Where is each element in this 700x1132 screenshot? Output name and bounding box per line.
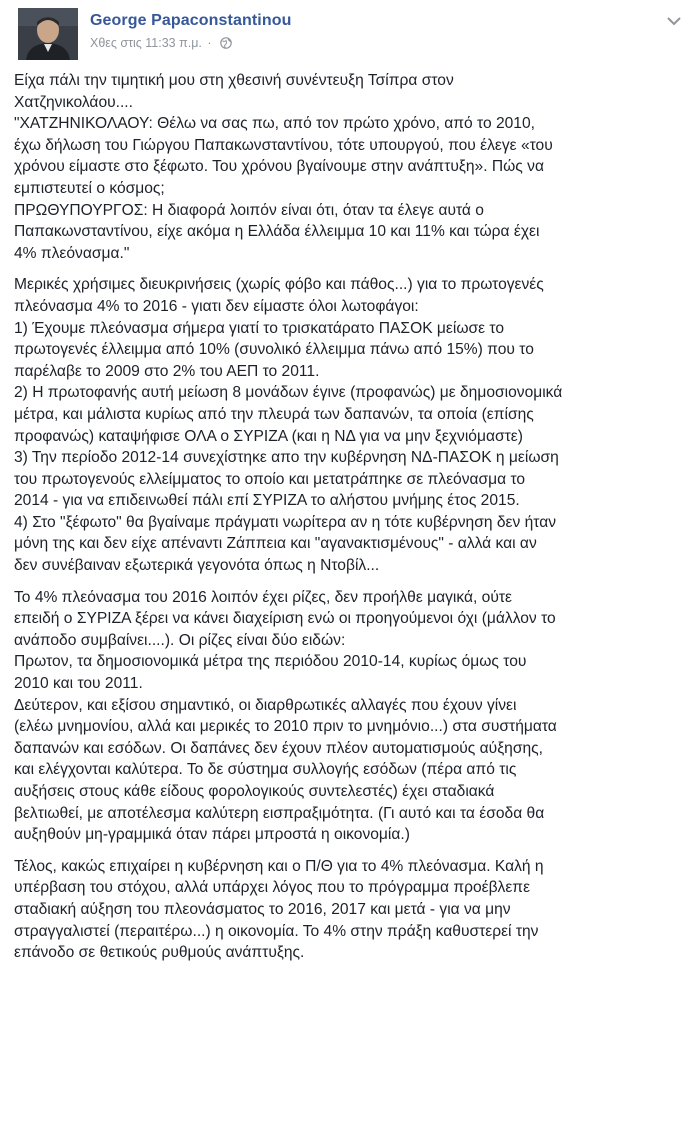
post-text-line: του πρωτογενούς ελλείμματος το οποίο και μετατράπηκε σε πλεόνασμα το [14, 470, 526, 488]
post-text-line: επάνοδο σε θετικούς ρυθμούς ανάπτυξης. [14, 944, 305, 962]
post-text-line: εμπιστευτεί ο κόσμος; [14, 179, 165, 197]
post-text-line: Είχα πάλι την τιμητική μου στη χθεσινή συνέντευξη Τσίπρα στον [14, 72, 454, 89]
post-text-line: 3) Την περίοδο 2012-14 συνεχίστηκε απο την κυβέρνηση ΝΔ-ΠΑΣΟΚ η μείωση [14, 449, 559, 467]
post-text-line: υπέρβαση του στόχου, αλλά υπάρχει λόγος που το πρόγραμμα προέβλεπε [14, 879, 531, 897]
post-text-line: Μερικές χρήσιμες διευκρινήσεις (χωρίς φόβο και πάθος...) για το πρωτογενές [14, 276, 544, 294]
post-text-line: 4% πλεόνασμα." [14, 244, 130, 262]
post-text-line: Τέλος, κακώς επιχαίρει η κυβέρνηση και ο Π/Θ για το 4% πλεόνασμα. Καλή η [14, 857, 544, 875]
post-text-line: ΠΡΩΘΥΠΟΥΡΓΟΣ: Η διαφορά λοιπόν είναι ότι, όταν τα έλεγε αυτά ο [14, 201, 484, 219]
post-text-line: βελτιωθεί, με αποτέλεσμα καλύτερη εισπραξιμότητα. (Γι αυτό και τα έσοδα θα [14, 804, 545, 822]
post-body [14, 70, 690, 974]
post-paragraph [14, 70, 690, 264]
post-text-line: αυξηθούν μη-γραμμικά όταν πάρει μπροστά η οικονομία.) [14, 826, 410, 844]
post-text-line: στραγγαλιστεί (περαιτέρω...) η οικονομία. Το 4% στην πράξη καθυστερεί την [14, 922, 539, 940]
post-paragraph [14, 274, 690, 576]
post-text-line: μόνη της και δεν είχε απέναντι Ζάππεια και "αγανακτισμένους" - αλλά και αν [14, 535, 537, 553]
post-text-line: Πρωτον, τα δημοσιονομικά μέτρα της περιόδου 2010-14, κυρίως όμως του [14, 653, 527, 671]
post-text-line: 4) Στο "ξέφωτο" θα βγαίναμε πράγματι νωρίτερα αν η τότε κυβέρνηση δεν ήταν [14, 513, 557, 531]
post-text-line: δαπανών και εσόδων. Οι δαπάνες δεν έχουν πλέον αυτοματισμούς αύξησης, [14, 739, 543, 757]
post-text-line: 2014 - για να επιδεινωθεί πάλι επί ΣΥΡΙΖΑ το αλήστου μνήμης έτος 2015. [14, 492, 520, 510]
post-header [18, 8, 682, 60]
post-text-line: και ελέγχονται καλύτερα. Το δε σύστημα συλλογής εσόδων (πέρα από τις [14, 761, 517, 779]
post-text-line: αυξήσεις στους κάθε είδους φορολογικούς συντελεστές) έχει σταδιακά [14, 783, 495, 800]
post-text-line: Δεύτερον, και εξίσου σημαντικό, οι διαρθρωτικές αλλαγές που έχουν γίνει [14, 696, 517, 714]
post-text-line: πρωτογενές έλλειμμα από 10% (συνολικό έλλειμμα πάνω από 15%) που το [14, 341, 534, 359]
post-text-line: μέτρα, και μάλιστα κυρίως από την πλευρά των δαπανών, τα οποία (επίσης [14, 405, 534, 423]
chevron-down-icon[interactable] [666, 14, 682, 26]
post-text-line: "ΧΑΤΖΗΝΙΚΟΛΑΟΥ: Θέλω να σας πω, από τον πρώτο χρόνο, από το 2010, [14, 115, 535, 133]
post-text-line: χρόνου είμαστε στο ξέφωτο. Του χρόνου βγαίνουμε στην ανάπτυξη». Πώς να [14, 158, 544, 176]
post-text-line: δεν συνέβαιναν εξωτερικά γεγονότα όπως η Ντοβίλ... [14, 557, 380, 575]
author-avatar[interactable] [18, 8, 78, 60]
author-name[interactable]: George Papaconstantinou [90, 12, 292, 29]
meta-separator: · [207, 36, 212, 50]
post-timestamp[interactable]: Χθες στις 11:33 π.μ. [90, 36, 202, 50]
post-text-line: (ελέω μνημονίου, αλλά και μερικές το 2010 πριν το μνημόνιο...) στα συστήματα [14, 718, 557, 736]
post-text-line: Χατζηνικολάου.... [14, 93, 133, 111]
post-text-line: πλεόνασμα 4% το 2016 - γιατι δεν είμαστε όλοι λωτοφάγοι: [14, 297, 419, 315]
post-meta [90, 36, 232, 52]
post-text-line: προφανώς) καταψήφισε ΟΛΑ ο ΣΥΡΙΖΑ (και η ΝΔ για να μην ξεχνιόμαστε) [14, 427, 523, 445]
post-text-line: επειδή ο ΣΥΡΙΖΑ ξέρει να κάνει διαχείριση ενώ οι προηγούμενοι όχι (μάλλον το [14, 610, 556, 628]
post-text-line: ανάποδο συμβαίνει....). Οι ρίζες είναι δύο ειδών: [14, 631, 346, 649]
post-text-line: 1) Έχουμε πλεόνασμα σήμερα γιατί το τρισκατάρατο ΠΑΣΟΚ μείωσε το [14, 319, 505, 337]
post-text-line: Το 4% πλεόνασμα του 2016 λοιπόν έχει ρίζες, δεν προήλθε μαγικά, ούτε [14, 588, 512, 606]
post-text-line: παρέλαβε το 2009 στο 2% του ΑΕΠ το 2011. [14, 362, 320, 380]
post-text-line: σταδιακή αύξηση του πλεονάσματος το 2016, 2017 και μετά - για να μην [14, 900, 511, 918]
post-text-line: έχω δήλωση του Γιώργου Παπακωνσταντίνου, τότε υπουργού, που έλεγε «του [14, 136, 553, 154]
post-paragraph [14, 587, 690, 846]
post-text-line: 2010 και του 2011. [14, 675, 143, 693]
post-text-line: 2) Η πρωτοφανής αυτή μείωση 8 μονάδων έγινε (προφανώς) με δημοσιονομικά [14, 384, 563, 402]
post-paragraph [14, 856, 690, 964]
globe-icon [220, 37, 232, 52]
post-text-line: Παπακωνσταντίνου, είχε ακόμα η Ελλάδα έλλειμμα 10 και 11% και τώρα έχει [14, 223, 540, 241]
